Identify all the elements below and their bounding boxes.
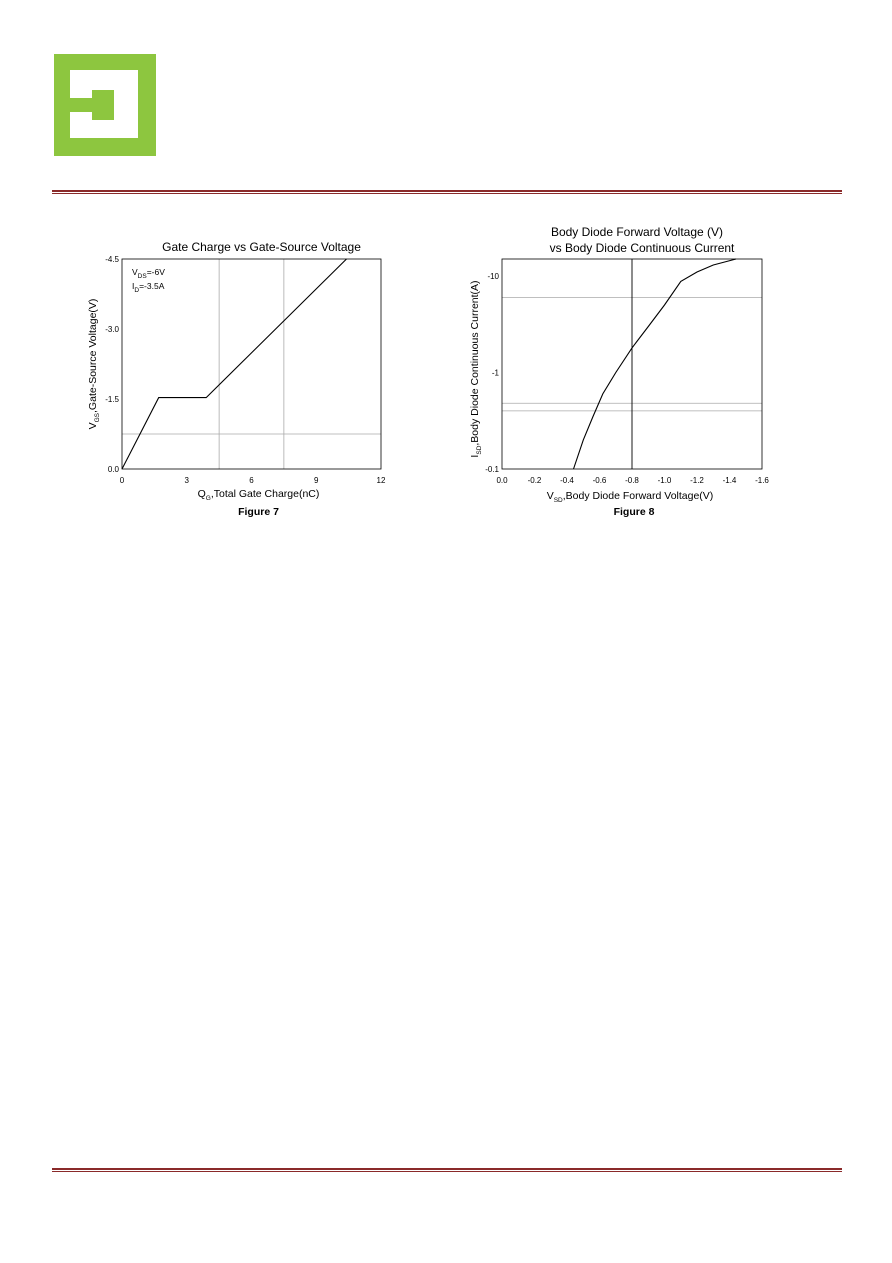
x-tick-label: -0.2	[527, 476, 542, 485]
x-tick-label: 9	[314, 476, 319, 485]
chart-title-line-2: vs Body Diode Continuous Current	[549, 241, 735, 255]
y-axis-label: $I_{SD},Body$ Diode Continuous Current(A)	[469, 280, 483, 458]
figure-8-caption: Figure 8	[613, 506, 655, 518]
x-tick-label: -0.8	[625, 476, 639, 485]
y-tick-label: 0.0	[107, 465, 119, 474]
x-tick-label: -0.6	[592, 476, 607, 485]
x-axis-label: $Q_G,Total$ Gate Charge(nC)	[197, 488, 320, 502]
x-tick-label: 6	[249, 476, 254, 485]
body-diode-plot	[0, 0, 892, 540]
chart-title-line-1: Body Diode Forward Voltage (V)	[550, 225, 724, 239]
x-axis-label: $V_{SD},Body$ Diode Forward Voltage(V)	[546, 490, 714, 504]
y-tick-label: -4.5	[105, 255, 119, 264]
figure-7-caption: Figure 7	[238, 506, 279, 518]
x-tick-label: 0.0	[496, 476, 508, 485]
x-tick-label: -1.2	[690, 476, 704, 485]
y-tick-label: -1.5	[105, 395, 119, 404]
figure-8-chart	[0, 0, 892, 540]
y-tick-label: -10	[487, 271, 499, 281]
x-tick-label: -1.4	[722, 476, 737, 485]
x-tick-label: -1.0	[657, 476, 672, 485]
annotation-id: $I_D=-3.5A$	[132, 281, 165, 294]
series-line	[574, 259, 737, 469]
y-axis-label: $V_{GS},Gate$-Source Voltage(V)	[87, 298, 101, 430]
x-tick-label: 0	[119, 476, 125, 485]
x-tick-label: 12	[376, 476, 386, 485]
annotation-vds: $V_{DS}=-6V$	[132, 267, 165, 280]
x-tick-label: -0.4	[560, 476, 574, 485]
chart-title: Gate Charge vs Gate-Source Voltage	[162, 240, 361, 254]
y-tick-label: -3.0	[105, 325, 119, 334]
x-tick-label: 3	[184, 476, 189, 485]
y-tick-label: -1	[491, 368, 499, 378]
y-tick-label: -0.1	[485, 465, 499, 474]
x-tick-label: -1.6	[755, 476, 769, 485]
footer-rule	[52, 1168, 842, 1172]
